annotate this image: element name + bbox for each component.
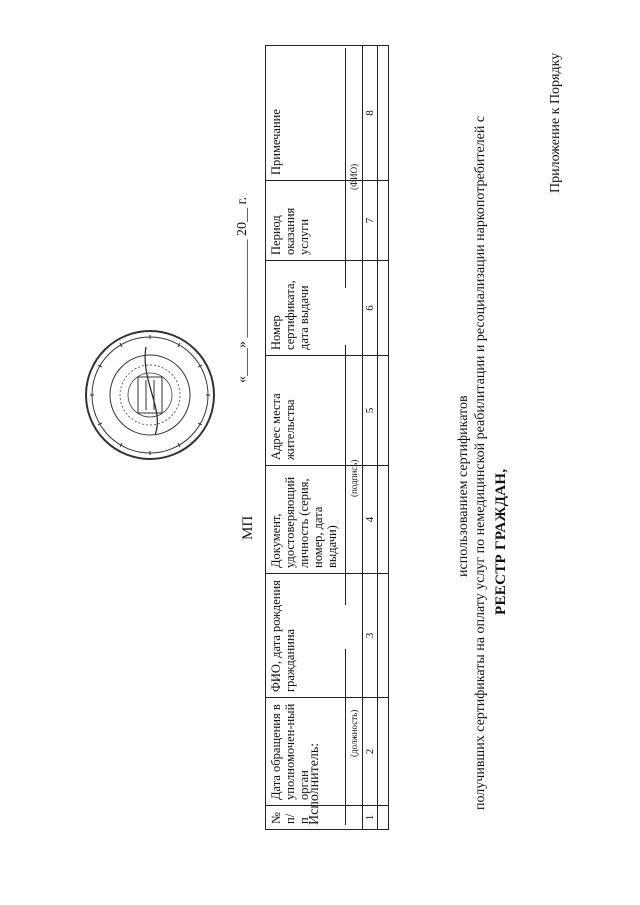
column-number-cell: 3 (363, 574, 378, 698)
column-number-cell: 8 (363, 46, 378, 181)
column-number-cell: 5 (363, 356, 378, 466)
column-number-cell: 2 (363, 698, 378, 806)
empty-cell (378, 698, 389, 806)
header-cell-address: Адрес места жительства (266, 356, 363, 466)
empty-cell (378, 181, 389, 261)
header-cell-identity-document: Документ, удостоверяющий личность (серия, номер, дата выдачи) (266, 466, 363, 574)
header-cell-application-date: Дата обращения в уполномочен-ный орган (266, 698, 363, 806)
signature-caption: (подпись) (349, 459, 359, 497)
appendix-label: Приложение к Порядку (548, 52, 563, 193)
name-caption: (ФИО) (349, 163, 359, 190)
signature-line (345, 345, 346, 605)
executor-label: Исполнитель: (307, 742, 322, 825)
position-line (345, 649, 346, 825)
column-number-cell: 7 (363, 181, 378, 261)
seal-placeholder-label: МП (240, 515, 256, 540)
column-number-cell: 6 (363, 261, 378, 356)
header-cell-note: Примечание (266, 46, 363, 181)
registry-subtitle: получивших сертификаты на оплату услуг по немедицинской реабилитации и ресоциализации наркопотребителей с (473, 115, 488, 810)
header-cell-full-name: ФИО, дата рождения гражданина (266, 574, 363, 698)
date-line: «____» ______________ 20__ г. (235, 196, 250, 383)
table-number-row (363, 46, 378, 830)
empty-cell (378, 261, 389, 356)
empty-cell (378, 806, 389, 830)
header-cell-service-period: Период оказания услуги (266, 181, 363, 261)
name-line (345, 48, 346, 288)
empty-cell (378, 356, 389, 466)
registry-title: РЕЕСТР ГРАЖДАН, (493, 468, 509, 615)
registry-table (265, 45, 389, 830)
empty-cell (378, 46, 389, 181)
registry-subtitle-continued: использованием сертификатов (456, 395, 471, 577)
header-cell-number: № п/п (266, 806, 363, 830)
table-empty-row (378, 46, 389, 830)
position-caption: (должность) (349, 709, 359, 757)
column-number-cell: 4 (363, 466, 378, 574)
official-seal-stamp (80, 325, 220, 465)
empty-cell (378, 466, 389, 574)
table-header-row (266, 46, 363, 830)
column-number-cell: 1 (363, 806, 378, 830)
header-cell-certificate: Номер сертификата, дата выдачи (266, 261, 363, 356)
empty-cell (378, 574, 389, 698)
